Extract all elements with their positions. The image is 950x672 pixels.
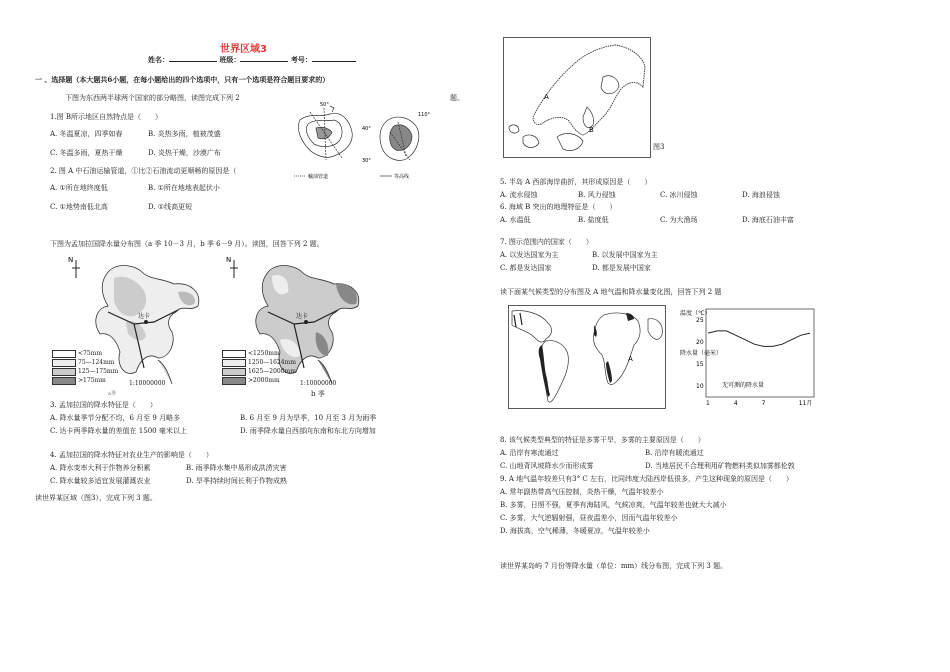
question-5: 5. 半岛 A 西部海岸曲折，其形成原因是（ ） — [500, 178, 652, 186]
figure-lon-110: 110° — [418, 112, 431, 118]
question-2: 2. 图 A 中石油运输管道，①比②石油流动更顺畅的原因是（ — [50, 167, 237, 175]
q5-option-b[interactable]: B. 风力侵蚀 — [578, 191, 616, 199]
peninsula-a-label: A — [544, 93, 549, 101]
q5-option-c[interactable]: C. 冰川侵蚀 — [660, 191, 698, 199]
q4-option-d[interactable]: D. 旱季持续时间长利于作物成熟 — [186, 477, 287, 485]
figure-lat-50: 50° — [320, 102, 329, 108]
section-heading: 一 、选择题（本大题共6小题，在每小题给出的四个选项中，只有一个选项是符合题目要求的） — [35, 75, 330, 84]
figure-lat-40: 40° — [362, 126, 371, 132]
q9-option-a[interactable]: A. 常年副热带高气压控制，炎热干燥，气温年较差小 — [500, 488, 664, 496]
q3-option-a[interactable]: A. 降水量季节分配不均，6 月至 9 月略多 — [50, 414, 181, 422]
class-label: 班级： — [219, 55, 241, 64]
question-6: 6. 海域 B 突出的地理特征是（ ） — [500, 203, 617, 211]
page-title: 世界区域3 — [220, 44, 267, 55]
y-tick-label: 20 — [696, 338, 704, 346]
question-1: 1.图 B所示地区自然特点是（ ） — [50, 113, 163, 121]
legend-b — [222, 349, 296, 385]
q1-option-b[interactable]: B. 炎热多雨，植被茂盛 — [148, 130, 221, 138]
intro-4: 读下面某气候类型的分布图及 A 地气温和降水量变化图，回答下列 2 题 — [500, 288, 722, 296]
q2-option-c[interactable]: C. ①地势南低北高 — [50, 203, 108, 211]
intro-5: 读世界某岛屿 7 月份等降水量（单位：mm）线分布图，完成下列 3 题。 — [500, 562, 728, 570]
scale-b: 1:10000000 — [300, 380, 337, 387]
question-3: 3. 孟加拉国的降水特征是（ ） — [50, 401, 157, 409]
q1-option-c[interactable]: C. 冬温多雨，夏热干燥 — [50, 149, 123, 157]
q8-option-a[interactable]: A. 沿岸有寒流通过 — [500, 449, 559, 457]
q7-option-a[interactable]: A. 以发达国家为主 — [500, 251, 559, 259]
q3-option-b[interactable]: B. 6 月至 9 月为旱季，10 月至 3 月为雨季 — [240, 414, 377, 422]
q9-option-c[interactable]: C. 多雾，大气逆辐射强，昼夜温差小，因而气温年较差小 — [500, 514, 678, 522]
temperature-line — [708, 331, 810, 347]
question-7: 7. 图示范围内的国家（ ） — [500, 238, 593, 246]
x-tick-label: 1 — [706, 400, 710, 407]
y-tick-label: 15 — [696, 361, 704, 369]
q1-option-d[interactable]: D. 炎热干燥，沙漠广布 — [148, 149, 221, 157]
no-rain-annotation: 无可测的降水量 — [722, 382, 765, 389]
sea-b-label: B — [589, 126, 594, 134]
city-dhaka-a: 达卡 — [138, 313, 151, 320]
pipeline-figure — [290, 100, 450, 182]
q2-option-a[interactable]: A. ①所在地终度低 — [50, 184, 108, 192]
number-label: 考号： — [290, 55, 312, 64]
y-tick-label: 25 — [696, 316, 704, 324]
climate-chart-svg — [678, 305, 818, 413]
q2-option-d[interactable]: D. ①线高更短 — [148, 203, 193, 211]
map-b-label: b 季 — [311, 390, 325, 398]
q6-option-a[interactable]: A. 水温低 — [500, 216, 531, 224]
intro-1: 下图为东西两半球两个国家的部分略图，读图完成下列 2 — [65, 94, 240, 102]
figure-3-map — [503, 37, 651, 158]
intro-1-end: 题。 — [450, 94, 464, 102]
q4-option-b[interactable]: B. 雨季降水集中易形成洪涝灾害 — [186, 464, 287, 472]
legend-b-2: 1250—1624mm — [248, 359, 296, 366]
question-4: 4. 孟加拉国的降水特征对农业生产的影响是（ ） — [50, 451, 213, 459]
question-8: 8. 该气候类型典型的特征是多雾干旱，多雾的主要原因是（ ） — [500, 436, 705, 444]
student-info-line — [148, 55, 356, 65]
q9-option-d[interactable]: D. 海拔高，空气稀薄，冬暖夏凉，气温年较差小 — [500, 527, 650, 535]
precip-axis-label: 降水量（毫米） — [680, 350, 723, 357]
map-a-label: a季 — [108, 391, 116, 397]
intro-2: 下图为孟加拉国降水量分布图（a 季 10－3 月，b 季 6－9 月）。读图，回答下列 2 题。 — [50, 240, 324, 248]
q7-option-c[interactable]: C. 都是发达国家 — [500, 264, 552, 272]
climate-distribution-map — [508, 305, 666, 409]
q6-option-d[interactable]: D. 海底石油丰富 — [742, 216, 794, 224]
q4-option-a[interactable]: A. 降水变率大利于作物养分积累 — [50, 464, 151, 472]
y-tick-label: 10 — [696, 383, 704, 391]
legend-a-1: <75mm — [78, 350, 103, 357]
name-label: 姓名： — [148, 55, 169, 64]
q5-option-a[interactable]: A. 流水侵蚀 — [500, 191, 538, 199]
class-blank[interactable] — [240, 61, 288, 62]
north-label: N — [68, 256, 74, 264]
q9-option-b[interactable]: B. 多雾，日照不强，夏季有海陆风，气候凉爽，气温年较差也就大大减小 — [500, 501, 727, 509]
q8-option-c[interactable]: C. 山地背风坡降水少而形成雾 — [500, 462, 594, 470]
q3-option-c[interactable]: C. 达卡两季降水量的差值在 1500 毫米以上 — [50, 427, 187, 435]
legend-contour: 等高线 — [394, 174, 410, 180]
q1-option-a[interactable]: A. 冬温夏凉，四季如春 — [50, 130, 123, 138]
north-label-b: N — [226, 256, 232, 264]
city-dhaka-b: 达卡 — [296, 313, 309, 320]
q6-option-c[interactable]: C. 为大渔场 — [660, 216, 698, 224]
question-9: 9. A 地气温年较差只有3° C 左右，比同纬度大陆西岸低很多，产生这种现象的原因是（ ） — [500, 475, 793, 483]
temp-axis-label: 温度（℃） — [680, 310, 711, 317]
figure-3-caption: 图3 — [653, 143, 665, 151]
figure-lat-30: 30° — [362, 158, 371, 164]
q7-option-b[interactable]: B. 以发展中国家为主 — [592, 251, 658, 259]
q4-option-c[interactable]: C. 降水量较多适宜发展灌溉农业 — [50, 477, 151, 485]
legend-a-2: 75—124mm — [78, 359, 115, 366]
q7-option-d[interactable]: D. 都是发展中国家 — [592, 264, 651, 272]
legend-b-3: 1625—2000mm — [248, 368, 296, 375]
number-blank[interactable] — [312, 61, 356, 62]
legend-b-4: >2000mm — [248, 377, 280, 384]
q5-option-d[interactable]: D. 海浪侵蚀 — [742, 191, 780, 199]
climate-chart — [678, 305, 818, 413]
legend-b-1: <1250mm — [248, 350, 280, 357]
scale-a: 1:10000000 — [129, 380, 166, 387]
q3-option-d[interactable]: D. 雨季降水量自西部向东南和东北方向增加 — [240, 427, 376, 435]
name-blank[interactable] — [169, 61, 217, 62]
legend-a-4: >175mm — [78, 377, 106, 384]
legend-a-3: 125—175mm — [78, 368, 119, 375]
q2-option-b[interactable]: B. ①所在地地表起伏小 — [148, 184, 220, 192]
intro-3: 读世界某区域（图3），完成下列 3 题。 — [35, 494, 157, 502]
legend-a — [52, 349, 118, 385]
legend-pipeline: 輸油管道 — [308, 174, 329, 180]
x-tick-label: 4 — [733, 400, 738, 407]
q8-option-b[interactable]: B. 沿岸有暖流通过 — [645, 449, 704, 457]
q8-option-d[interactable]: D. 当地居民不合理利用矿物燃料类似加雾都伦敦 — [645, 462, 795, 470]
x-tick-label: 11月 — [798, 400, 813, 407]
x-tick-label: 7 — [761, 400, 766, 407]
point-a-label: A — [628, 355, 633, 363]
q6-option-b[interactable]: B. 盐度低 — [578, 216, 609, 224]
